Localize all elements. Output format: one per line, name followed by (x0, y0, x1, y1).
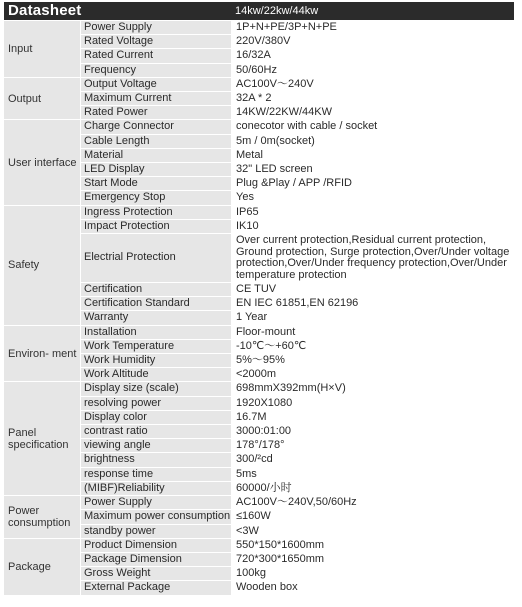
spec-name: resolving power (84, 396, 162, 409)
spec-group (4, 382, 514, 496)
spec-group (4, 496, 514, 539)
spec-name: LED Display (84, 163, 145, 176)
spec-value: <3W (231, 525, 514, 538)
spec-value: 3000:01:00 (231, 425, 514, 438)
spec-value: Yes (231, 191, 514, 204)
spec-value: 50/60Hz (231, 64, 514, 77)
spec-value: Plug &Play / APP /RFID (231, 177, 514, 190)
group-label: Output (4, 78, 80, 120)
spec-name: Impact Protection (84, 219, 170, 232)
spec-name: Power Supply (84, 21, 152, 33)
spec-name: Gross Weight (84, 567, 151, 580)
spec-name: Ingress Protection (84, 205, 173, 218)
group-label: Power consumption (4, 496, 80, 538)
spec-name: Electrial Protection (84, 251, 176, 264)
group-label: Panel specification (4, 382, 80, 495)
spec-value: 720*300*1650mm (231, 553, 514, 566)
spec-value: 300/²cd (231, 453, 514, 466)
group-label: Safety (4, 206, 80, 325)
spec-value: 16.7M (231, 411, 514, 424)
spec-row (81, 163, 514, 177)
spec-value: Floor-mount (231, 326, 514, 339)
spec-value: 5m / 0m(socket) (231, 135, 514, 148)
spec-value: 14KW/22KW/44KW (231, 106, 514, 119)
spec-row (81, 311, 514, 324)
spec-row (81, 35, 514, 49)
spec-name: Start Mode (84, 177, 138, 190)
spec-value: Over current protection,Residual current protection, Ground protection, Surge protection,Over/Under voltage protection,Over/Under frequency protection,Over/Under temperature protection (231, 234, 514, 282)
spec-name: Output Voltage (84, 77, 157, 90)
spec-row (81, 425, 514, 439)
spec-name: Work Temperature (84, 339, 175, 352)
spec-row (81, 49, 514, 63)
spec-row (81, 525, 514, 538)
spec-row (81, 581, 514, 594)
spec-group (4, 21, 514, 78)
spec-row (81, 510, 514, 524)
spec-row (81, 439, 514, 453)
spec-value: 178°/178° (231, 439, 514, 452)
spec-value: EN IEC 61851,EN 62196 (231, 297, 514, 310)
spec-name: Material (84, 148, 124, 161)
group-label: Input (4, 21, 80, 77)
spec-row (81, 382, 514, 396)
spec-row (81, 354, 514, 368)
spec-row (81, 78, 514, 92)
spec-value: 550*150*1600mm (231, 539, 514, 552)
spec-name: viewing angle (84, 439, 151, 452)
spec-row (81, 411, 514, 425)
spec-row (81, 539, 514, 553)
spec-name: Cable Length (84, 134, 150, 147)
group-label: User interface (4, 120, 80, 204)
model-range: 14kw/22kw/44kw (235, 5, 319, 17)
spec-value: CE TUV (231, 283, 514, 296)
spec-name: Emergency Stop (84, 191, 166, 204)
spec-group (4, 120, 514, 205)
spec-group (4, 326, 514, 383)
spec-name: Display color (84, 410, 147, 423)
spec-value: 5ms (231, 468, 514, 481)
spec-row (81, 397, 514, 411)
spec-name: Power Supply (84, 496, 152, 509)
group-label: Package (4, 539, 80, 595)
spec-table (4, 21, 514, 596)
spec-name: Work Humidity (84, 354, 156, 367)
spec-name: Charge Connector (84, 120, 174, 133)
spec-row (81, 177, 514, 191)
spec-value: conecotor with cable / socket (231, 120, 514, 133)
group-label: Environ- ment (4, 326, 80, 382)
spec-value: 60000/小时 (231, 482, 514, 495)
spec-row (81, 64, 514, 77)
spec-value: <2000m (231, 368, 514, 381)
spec-row (81, 326, 514, 340)
spec-name: Product Dimension (84, 538, 177, 551)
spec-name: Frequency (84, 63, 136, 76)
datasheet-title: Datasheet (8, 2, 82, 19)
spec-row (81, 283, 514, 297)
spec-row (81, 206, 514, 220)
spec-row (81, 92, 514, 106)
spec-row (81, 21, 514, 35)
spec-value: IK10 (231, 220, 514, 233)
spec-value: 5%～95% (231, 354, 514, 367)
datasheet-header (4, 2, 514, 20)
spec-value: 32" LED screen (231, 163, 514, 176)
spec-value: 16/32A (231, 49, 514, 62)
spec-name: Package Dimension (84, 552, 182, 565)
spec-row (81, 482, 514, 495)
spec-name: Installation (84, 325, 137, 338)
spec-name: Rated Power (84, 106, 148, 119)
spec-value: Wooden box (231, 581, 514, 594)
spec-name: Maximum power consumption (84, 510, 231, 523)
spec-group (4, 539, 514, 596)
spec-value: 100kg (231, 567, 514, 580)
spec-row (81, 149, 514, 163)
spec-value: 698mmX392mm(H×V) (231, 382, 514, 395)
spec-value: 1P+N+PE/3P+N+PE (231, 21, 514, 34)
spec-value: 32A * 2 (231, 92, 514, 105)
spec-value: 1 Year (231, 311, 514, 324)
spec-row (81, 340, 514, 354)
spec-row (81, 368, 514, 381)
spec-row (81, 553, 514, 567)
spec-row (81, 191, 514, 204)
spec-row (81, 135, 514, 149)
spec-value: AC100V～240V (231, 78, 514, 91)
spec-name: Certification Standard (84, 297, 190, 310)
spec-row (81, 220, 514, 234)
spec-value: AC100V～240V,50/60Hz (231, 496, 514, 509)
spec-name: standby power (84, 524, 156, 537)
spec-name: (MIBF)Reliability (84, 481, 165, 494)
spec-name: Maximum Current (84, 92, 172, 105)
spec-group (4, 78, 514, 121)
spec-row (81, 567, 514, 581)
spec-name: Display size (scale) (84, 382, 179, 395)
spec-group (4, 206, 514, 326)
spec-row (81, 120, 514, 134)
spec-name: response time (84, 467, 154, 480)
spec-value: -10℃～+60℃ (231, 340, 514, 353)
spec-name: Warranty (84, 311, 129, 324)
spec-value: 1920X1080 (231, 397, 514, 410)
spec-row (81, 468, 514, 482)
spec-name: Rated Voltage (84, 35, 154, 48)
spec-row (81, 453, 514, 467)
spec-name: contrast ratio (84, 425, 148, 438)
spec-row (81, 297, 514, 311)
spec-value: 220V/380V (231, 35, 514, 48)
spec-name: Rated Current (84, 49, 154, 62)
spec-row (81, 234, 514, 283)
spec-name: Work Altitude (84, 368, 149, 381)
spec-name: External Package (84, 581, 171, 594)
spec-name: brightness (84, 453, 135, 466)
spec-value: IP65 (231, 206, 514, 219)
spec-name: Certification (84, 283, 143, 296)
spec-value: Metal (231, 149, 514, 162)
spec-row (81, 106, 514, 119)
spec-row (81, 496, 514, 510)
spec-value: ≤160W (231, 510, 514, 523)
